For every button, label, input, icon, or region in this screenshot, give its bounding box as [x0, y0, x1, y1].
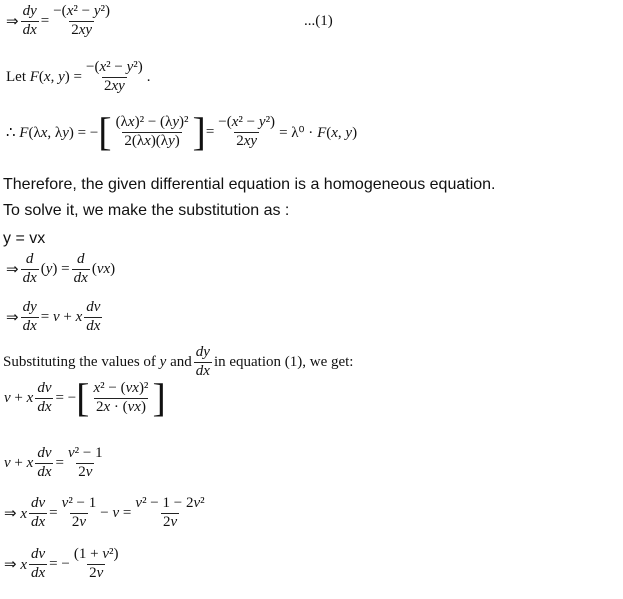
- text-line-y-eq-vx: y = vx: [3, 230, 46, 247]
- equation-line-7: ⇒ $\frac{d}{dx}$ (y) = $\frac{d}{dx}$ (vx): [6, 251, 116, 286]
- equation-line-1: ⇒ $\frac{dy}{dx}$ = $\frac{\text{−(x² − y²)}}{2xy}$ ...(1): [6, 3, 333, 38]
- equation-line-3: ∴ F(λx, λy) = − [ $\frac{\text{(λx)² − (λy)²}}{2(\lambda x)(\lambda y)}$ ] = $\frac{\text{−(x² − y²)}}{2xy}$ = λ⁰ · F(x, y): [6, 109, 358, 154]
- text-line-homogeneous: Therefore, the given differential equation is a homogeneous equation.: [3, 176, 496, 193]
- equation-line-10: v + x $\frac{dv}{dx}$ = − [ $\frac{\text{x² − (vx)²}}{2x \cdot (vx)}$ ]: [4, 375, 166, 420]
- equation-line-2: Let F(x, y) = $\frac{\text{−(x² − y²)}}{2xy}$ .: [6, 59, 151, 94]
- equation-line-9: Substituting the values of y and $\frac{dy}{dx}$ in equation (1), we get:: [3, 344, 354, 379]
- text-line-substitution: To solve it, we make the substitution as :: [3, 202, 290, 219]
- equation-line-11: v + x $\frac{dv}{dx}$ = $\frac{\text{v² − 1}}{2v}$: [4, 445, 103, 480]
- equation-line-12: ⇒ x $\frac{dv}{dx}$ = $\frac{\text{v² − 1}}{2v}$ − v = $\frac{\text{v² − 1 − 2v²}}{2v}$: [4, 495, 205, 530]
- equation-line-13: ⇒ x $\frac{dv}{dx}$ = − $\frac{\text{(1 + v²)}}{2v}$: [4, 546, 119, 581]
- equation-number: ...(1): [304, 12, 333, 29]
- equation-line-8: ⇒ $\frac{dy}{dx}$ = v + x $\frac{dv}{dx}$: [6, 299, 101, 334]
